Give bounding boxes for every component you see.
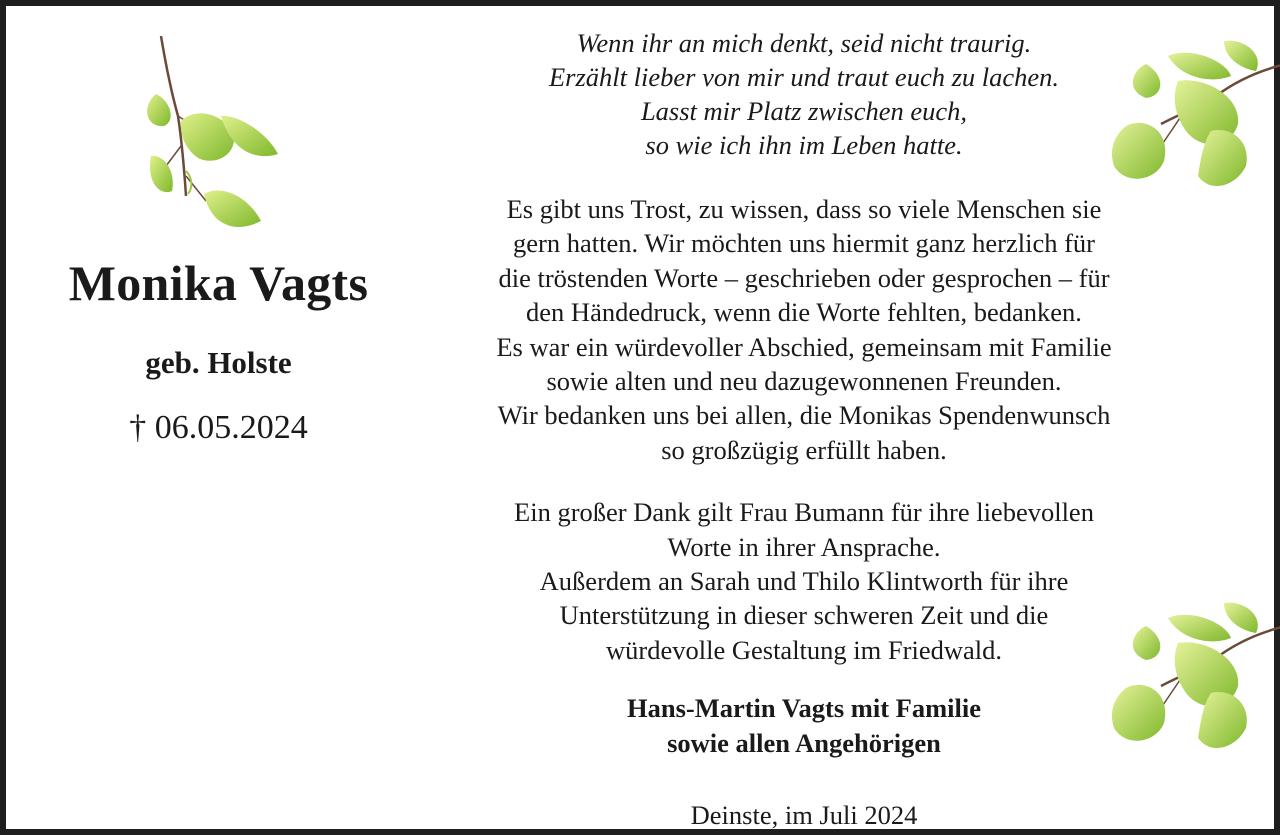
birch-twig-icon [136,36,286,241]
text-line: würdevolle Gestaltung im Friedwald. [606,634,1002,665]
cross-icon: † [129,409,147,446]
text-line: Wir bedanken uns bei allen, die Monikas Spendenwunsch [497,400,1111,431]
birth-name: geb. Holste [145,345,292,380]
text-line: Es gibt uns Trost, zu wissen, dass so viele Menschen sie [506,194,1102,224]
text-line: Unterstützung in dieser schweren Zeit und die [559,600,1049,631]
text-line: so großzügig erfüllt haben. [661,434,947,465]
signature-line: sowie allen Angehörigen [667,728,941,759]
poem-line: Wenn ihr an mich denkt, seid nicht traurig. [576,28,1032,58]
text-line: Es war ein würdevoller Abschied, gemeinsam mit Familie [496,331,1112,362]
poem-line: so wie ich ihn im Leben hatte. [645,130,963,160]
deceased-block [26,256,411,447]
text-line: Ein großer Dank gilt Frau Bumann für ihre liebevollen [514,497,1094,528]
place-date: Deinste, im Juli 2024 [690,800,918,831]
message-block [424,26,1184,832]
poem [424,26,1184,162]
special-thanks-paragraph [424,495,1184,667]
signature-line: Hans-Martin Vagts mit Familie [626,693,982,724]
text-line: den Händedruck, wenn die Worte fehlten, bedanken. [526,297,1082,328]
text-line: Außerdem an Sarah und Thilo Klintworth für ihre [539,566,1069,597]
text-line: sowie alten und neu dazugewonnenen Freunden. [546,366,1062,397]
thanks-paragraph [424,192,1184,467]
text-line: gern hatten. Wir möchten uns hiermit ganz herzlich für [513,228,1095,259]
death-date: 06.05.2024 [154,409,308,446]
text-line: Worte in ihrer Ansprache. [667,531,941,562]
deceased-name: Monika Vagts [68,255,369,311]
signature [424,691,1184,761]
text-line: die tröstenden Worte – geschrieben oder gesprochen – für [498,262,1110,293]
poem-line: Erzählt lieber von mir und traut euch zu lachen. [548,62,1060,92]
poem-line: Lasst mir Platz zwischen euch, [640,96,968,126]
death-date-line [26,409,411,447]
